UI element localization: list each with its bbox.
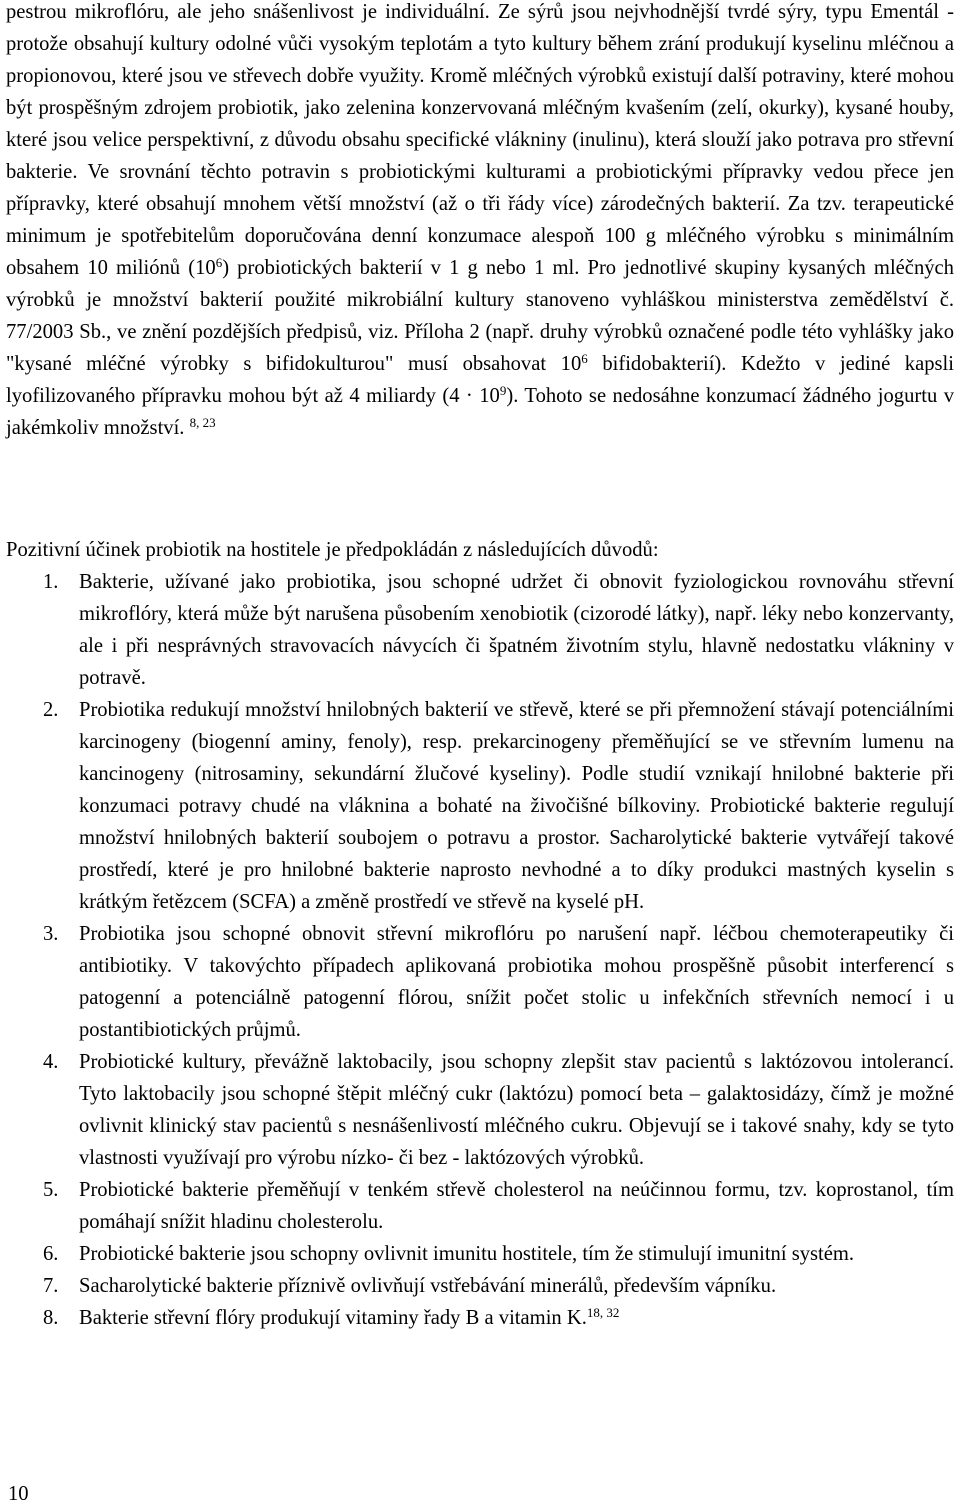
benefits-list [6,566,954,1334]
list-item [6,694,954,918]
list-item-text: Probiotické kultury, převážně laktobacily, jsou schopny zlepšit stav pacientů s laktózovou intolerancí. Tyto laktobacily jsou schopné štěpit mléčný cukr (laktózu) pomocí beta – galaktosidázy, čímž je možné ovlivnit klinický stav pacientů s nesnášenlivostí mléčného cukru. Objevují se i takové snahy, kdy se tyto vlastnosti využívají pro výrobu nízko- či bez - laktózových výrobků. [79,1051,954,1169]
list-item-number: 7. [43,1275,59,1297]
document-page [6,0,954,1329]
list-item [6,1238,954,1270]
list-item-text: Sacharolytické bakterie příznivě ovlivňují vstřebávání minerálů, především vápníku. [79,1275,777,1297]
list-item-text: Probiotika redukují množství hnilobných bakterií ve střevě, které se při přemnožení stávají potenciálními karcinogeny (biogenní aminy, fenoly), resp. prekarcinogeny přeměňující se ve střevním lumenu na kancinogeny (nitrosaminy, sekundární žlučové kyseliny). Podle studií vznikají hnilobné bakterie při konzumaci potravy chudé na vláknina a bohaté na živočišné bílkoviny. Probiotické bakterie regulují množství hnilobných bakterií soubojem o potravu a prostor. Sacharolytické bakterie vytvářejí takové prostředí, které je pro hnilobné bakterie naprosto nevhodné a to díky produkci mastných kyselin s krátkým řetězcem (SCFA) a změně prostředí ve střevě na kyselé pH. [79,699,954,913]
paragraph-text: ) probiotických bakterií v 1 g nebo 1 ml. Pro jednotlivé skupiny kysaných mléčných výrobků je množství bakterií použité mikrobiální kultury stanoveno vyhláškou ministerstva zemědělství č. 77/2003 Sb., ve znění pozdějších předpisů, viz. Příloha 2 (např. druhy výrobků označené podle této vyhlášky jako "kysané mléčné výrobky s bifidokulturou" musí obsahovat 10 [6,257,954,375]
paragraph-text: pestrou mikroflóru, ale jeho snášenlivost je individuální. Ze sýrů jsou nejvhodnější tvrdé sýry, typu Ementál - protože obsahují kultury odolné vůči vysokým teplotám a tyto kultury během zrání produkují kyselinu mléčnou a propionovou, které jsou ve střevech dobře využity. Kromě mléčných výrobků existují další potraviny, které mohou být prospěšným zdrojem probiotik, jako zelenina konzervovaná mléčným kvašením (zelí, okurky), kysané houby, které jsou velice perspektivní, z důvodu obsahu specifické vlákniny (inulinu), která slouží jako potrava pro střevní bakterie. Ve srovnání těchto potravin s probiotickými kulturami a probiotickými přípravky vedou přece jen přípravky, které obsahují mnohem větší množství (až o tři řády více) zárodečných bakterií. Za tzv. terapeutické minimum je spotřebitelům doporučována denní konzumace alespoň 100 g mléčného výrobku s minimálním obsahem 10 miliónů (10 [6,1,954,279]
list-item [6,1174,954,1238]
citation-reference: 18, 32 [586,1305,620,1320]
list-item-number: 6. [43,1243,59,1265]
list-item-number: 2. [43,699,59,721]
list-item [6,1270,954,1302]
page-number: 10 [8,1483,29,1505]
paragraph-text: bifidobakterií). Kdežto v jediné kapsli lyofilizovaného přípravku mohou být až 4 miliardy (4 · 10 [6,353,954,407]
list-item-text: Probiotické bakterie přeměňují v tenkém střevě cholesterol na neúčinnou formu, tzv. koprostanol, tím pomáhají snížit hladinu cholesterolu. [79,1179,954,1233]
list-item-text [79,1302,954,1334]
list-item [6,1302,954,1334]
citation-reference: 8, 23 [189,415,216,430]
list-item [6,1046,954,1174]
list-item-number: 8. [43,1307,59,1329]
list-item-number: 1. [43,571,59,593]
superscript-exponent: 6 [581,351,588,366]
list-item-text: Probiotika jsou schopné obnovit střevní mikroflóru po narušení např. léčbou chemoterapeutiky či antibiotiky. V takovýchto případech aplikovaná probiotika mohou prospěšně působit interferencí s patogenní a potenciálně patogenní flórou, snížit počet stolic u infekčních střevních nemocí i u postantibiotických průjmů. [79,923,954,1041]
list-item [6,566,954,694]
list-item-number: 3. [43,923,59,945]
list-item-text: Bakterie, užívané jako probiotika, jsou schopné udržet či obnovit fyziologickou rovnováhu střevní mikroflóry, která může být narušena působením xenobiotik (cizorodé látky), např. léky nebo konzervanty, ale i při nesprávných stravovacích návycích či špatném životním stylu, hlavně nedostatku vlákniny v potravě. [79,571,954,689]
list-item [6,918,954,1046]
paragraph-text: ). Tohoto se nedosáhne konzumací žádného jogurtu v jakémkoliv množství. [6,385,954,439]
superscript-exponent: 9 [499,383,507,398]
superscript-exponent: 6 [215,255,223,270]
list-item-text: Probiotické bakterie jsou schopny ovlivnit imunitu hostitele, tím že stimulují imunitní systém. [79,1243,855,1265]
list-item-number: 5. [43,1179,59,1201]
list-intro: Pozitivní účinek probiotik na hostitele je předpokládán z následujících důvodů: [6,539,659,561]
list-item-content: Bakterie střevní flóry produkují vitaminy řady B a vitamin K. [79,1307,587,1329]
list-item-number: 4. [43,1051,59,1073]
body-paragraph [6,0,954,444]
